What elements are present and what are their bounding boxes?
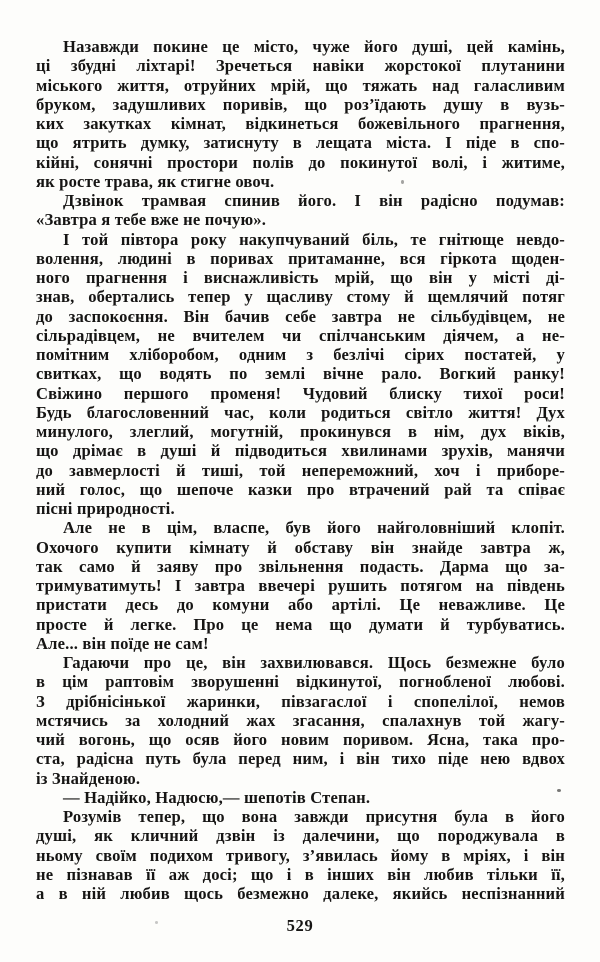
text-line: сільрадівцем, не вчителем чи спілчанським діячем, а не- bbox=[36, 325, 565, 345]
text-line: до завмерлості й тиші, той непереможний, хоч і приборе- bbox=[36, 460, 565, 480]
text-line: Дзвінок трамвая спинив його. І він радісно подумав: bbox=[63, 191, 565, 210]
text-line: із Знайденою. bbox=[36, 768, 141, 788]
text-line: помітним хліборобом, одним з безлічі сірих постатей, у bbox=[36, 345, 565, 364]
text-line: в цім раптовім зворушенні відкинутої, погнобленої любові. bbox=[36, 672, 565, 692]
body-text bbox=[36, 37, 565, 903]
text-line: ного прагнення і виснажливість мрій, що він у місті ді- bbox=[36, 268, 565, 287]
text-line: ньому своїм подихом тривогу, з’явилась йому в мріях, і він bbox=[36, 845, 565, 865]
text-line: мстячись за холодний жах згасання, спалахнув той жагу- bbox=[36, 710, 565, 730]
text-line: минулого, злеглий, могутній, прокинувся в нім, дух віків, bbox=[36, 422, 565, 441]
text-line: ний голос, що шепоче казки про втрачений рай та співає bbox=[36, 479, 565, 499]
text-line: І той півтора року накупчуваний біль, те гнітюще невдо- bbox=[63, 229, 565, 249]
text-line: не пізнавав її аж досі; що і в інших він любив тільки її, bbox=[36, 864, 565, 884]
text-line: так само й заяву про звільнення подасть. Дарма що за- bbox=[36, 556, 565, 576]
scan-artifact bbox=[557, 789, 561, 792]
text-line: Розумів тепер, що вона завжди присутня була в його bbox=[63, 807, 565, 826]
text-line: до заспокоєння. Він бачив себе завтра не сільбудівцем, не bbox=[36, 306, 565, 326]
text-line: пісні природності. bbox=[36, 499, 175, 518]
text-line: що дрімає в душі й підводиться хвилинами зрухів, манячи bbox=[36, 441, 565, 461]
text-line: ких закутках кімнат, відкинеться божевільного прагнення, bbox=[36, 114, 565, 133]
text-line: просте й легке. Про це нема що думати й турбуватись. bbox=[36, 614, 565, 634]
text-line: ці збудні ліхтарі! Зречеться навіки жорстокої плутанини bbox=[36, 56, 565, 76]
text-line: що ятрить думку, затиснуту в лещата міста. І піде в спо- bbox=[36, 133, 565, 153]
text-line: кійні, сонячні простори полів до покинутої волі, і житиме, bbox=[36, 152, 565, 172]
text-line: Охочого купити кімнату й обставу він знайде завтра ж, bbox=[36, 537, 565, 557]
text-line: душі, як кличний дзвін із далечини, що породжувала в bbox=[36, 826, 565, 846]
text-line: Гадаючи про це, він захвилювався. Щось безмежне було bbox=[63, 653, 565, 672]
text-line: Назавжди покине це місто, чуже його душі, цей камінь, bbox=[63, 37, 565, 56]
text-line: чий вогонь, що осяв його новим поривом. Ясна, така про- bbox=[36, 730, 565, 749]
text-line: як росте трава, як стигне овоч. bbox=[36, 171, 275, 191]
text-line: волення, людині в поривах притаманне, вся гіркота щоден- bbox=[36, 248, 565, 268]
dialogue-line: — Надійко, Надюсю,— шепотів Степан. bbox=[63, 787, 371, 807]
text-line: тримуватимуть! І завтра ввечері рушить потягом на південь bbox=[36, 576, 565, 595]
text-line: «Завтра я тебе вже не почую». bbox=[36, 210, 267, 230]
text-line: міського життя, отруйних мрій, що тяжать над галасливим bbox=[36, 75, 565, 95]
scan-artifact bbox=[540, 496, 543, 499]
text-line: свитках, що водять по землі вічне рало. Вогкий ранку! bbox=[36, 364, 565, 384]
text-line: З дрібнісінької жаринки, півзагаслої і спопелілої, немов bbox=[36, 691, 565, 711]
text-line: знав, обертались тепер у щасливу стому й щемлячий потяг bbox=[36, 287, 565, 307]
text-line: ста, радісна путь була перед ним, і він тихо піде нею вдвох bbox=[36, 749, 565, 769]
text-line: Свіжино першого променя! Чудовий блиску тихої роси! bbox=[36, 383, 565, 403]
page-number: 529 bbox=[286, 916, 314, 935]
text-line: пристати десь до комуни або артілі. Це неважливе. Це bbox=[36, 595, 565, 615]
text-line: Але... він поїде не сам! bbox=[36, 633, 209, 653]
scan-artifact bbox=[401, 180, 404, 184]
text-line: бруком, задушливих поривів, що роз’їдають душу в вузь- bbox=[36, 94, 565, 114]
text-line: Будь благословенний час, коли родиться світло життя! Дух bbox=[36, 402, 565, 422]
scan-artifact bbox=[155, 921, 158, 924]
text-line: Але не в цім, власпе, був його найголовніший клопіт. bbox=[63, 518, 565, 538]
text-line: а в ній любив щось безмежно далеке, якийсь неспізнанний bbox=[36, 884, 565, 903]
